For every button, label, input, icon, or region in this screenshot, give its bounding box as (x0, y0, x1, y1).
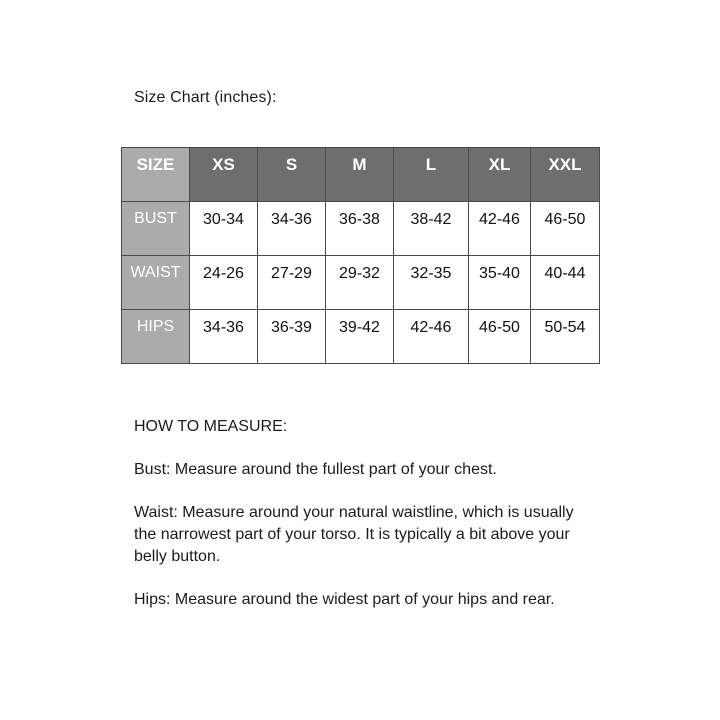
table-cell: 30-34 (190, 202, 258, 256)
table-cell: 46-50 (469, 310, 531, 364)
table-cell: 39-42 (326, 310, 394, 364)
table-cell: 42-46 (394, 310, 469, 364)
size-column-header: L (394, 148, 469, 202)
hips-instructions: Hips: Measure around the widest part of your hips and rear. (134, 591, 555, 608)
table-cell: 40-44 (531, 256, 600, 310)
table-cell: 42-46 (469, 202, 531, 256)
size-column-header: M (326, 148, 394, 202)
table-cell: 38-42 (394, 202, 469, 256)
bust-instructions: Bust: Measure around the fullest part of your chest. (134, 461, 497, 478)
size-column-header: XL (469, 148, 531, 202)
table-row-hips (122, 310, 600, 364)
row-label-hips: HIPS (122, 310, 190, 364)
table-cell: 24-26 (190, 256, 258, 310)
header-row (122, 148, 600, 202)
table-cell: 29-32 (326, 256, 394, 310)
row-label-bust: BUST (122, 202, 190, 256)
page-title: Size Chart (inches): (134, 89, 277, 106)
how-to-measure-heading: HOW TO MEASURE: (134, 418, 288, 435)
table-cell: 46-50 (531, 202, 600, 256)
size-header-cell: SIZE (122, 148, 190, 202)
table-cell: 34-36 (190, 310, 258, 364)
table-cell: 27-29 (258, 256, 326, 310)
waist-instructions: Waist: Measure around your natural waistline, which is usually the narrowest part of your torso. It is typically a bit above your belly button. (134, 504, 574, 565)
size-column-header: S (258, 148, 326, 202)
row-label-waist: WAIST (122, 256, 190, 310)
table-cell: 50-54 (531, 310, 600, 364)
size-column-header: XS (190, 148, 258, 202)
table-row-waist (122, 256, 600, 310)
table-row-bust (122, 202, 600, 256)
table-cell: 36-38 (326, 202, 394, 256)
table-cell: 32-35 (394, 256, 469, 310)
size-chart-table (121, 147, 600, 364)
table-cell: 34-36 (258, 202, 326, 256)
size-column-header: XXL (531, 148, 600, 202)
table-cell: 36-39 (258, 310, 326, 364)
table-cell: 35-40 (469, 256, 531, 310)
